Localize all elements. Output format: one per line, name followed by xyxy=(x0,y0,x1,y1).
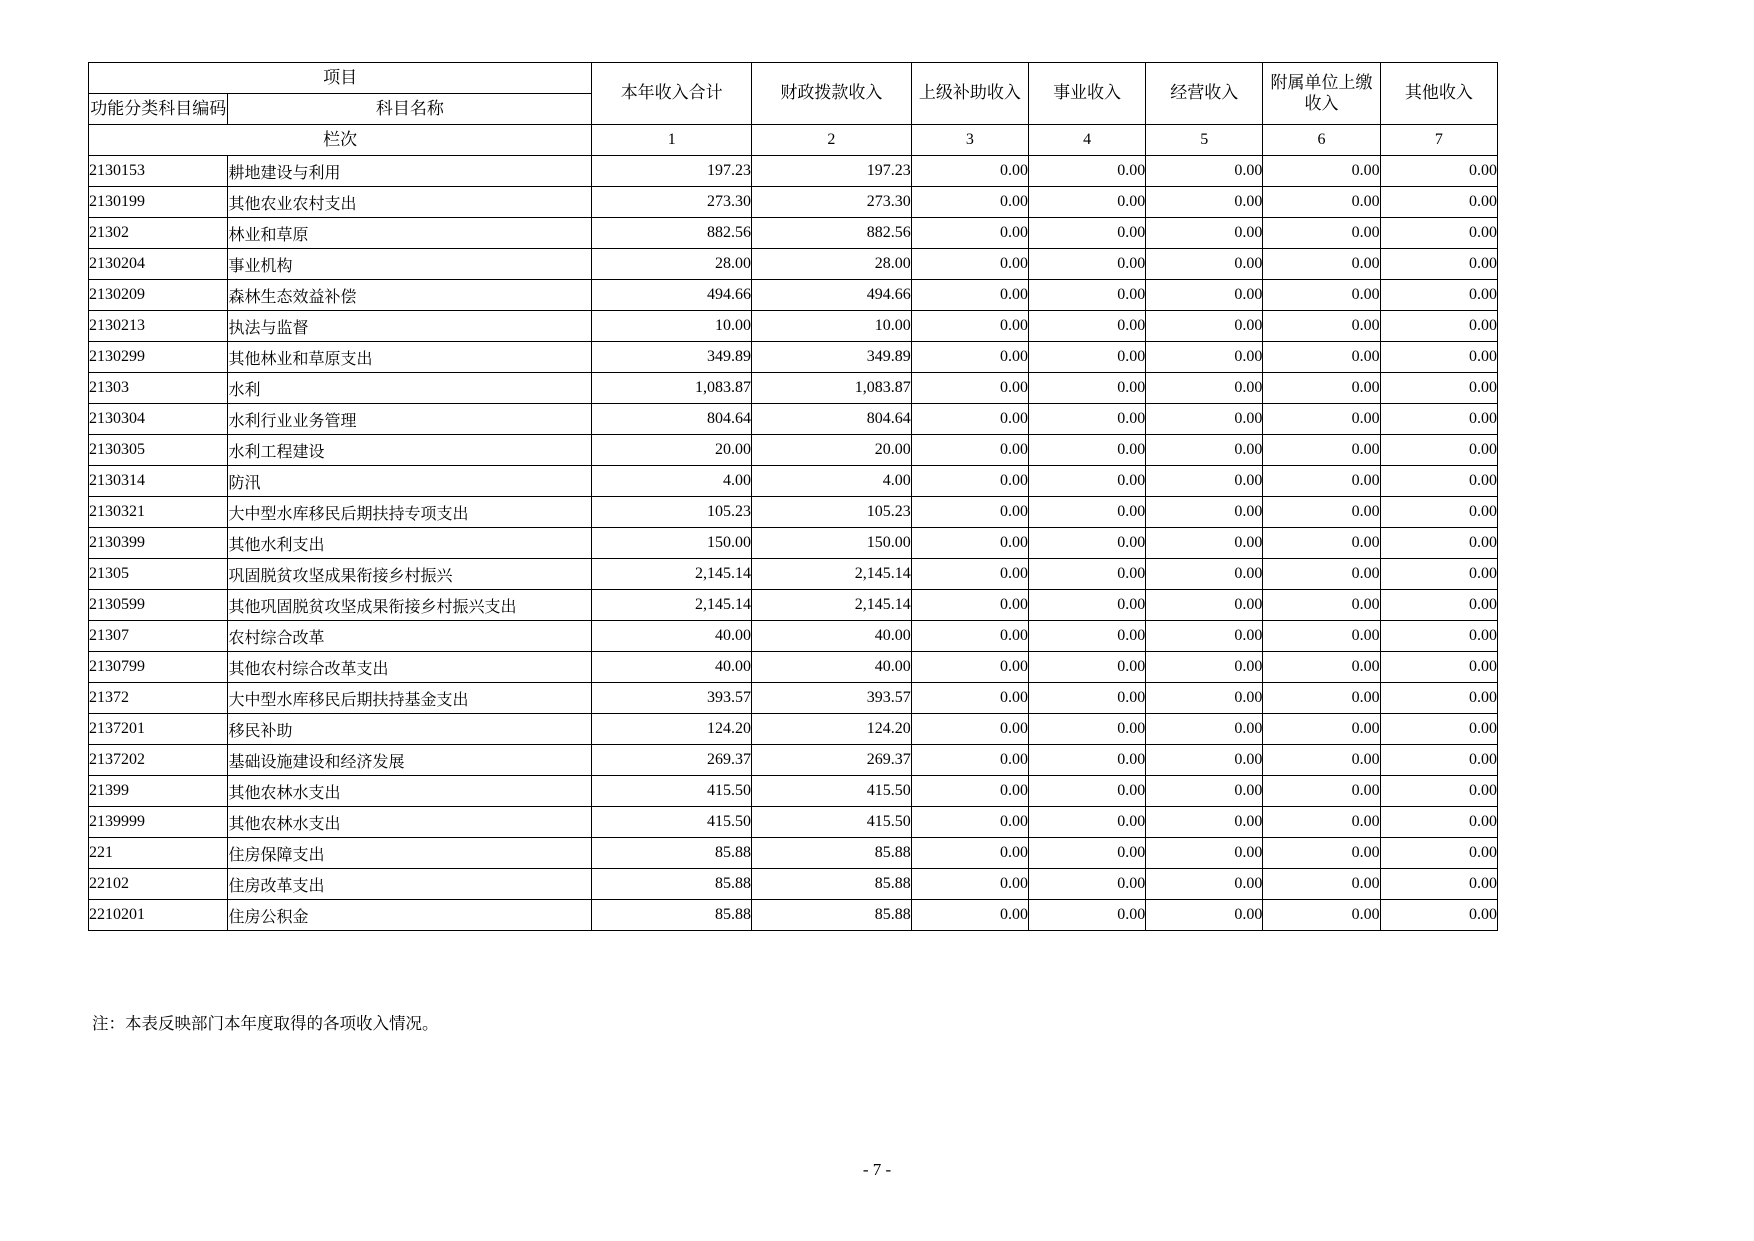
cell-superior-subsidy: 0.00 xyxy=(911,156,1028,187)
cell-operating-institution: 0.00 xyxy=(1028,869,1145,900)
cell-name: 其他林业和草原支出 xyxy=(228,342,592,373)
cell-operating-institution: 0.00 xyxy=(1028,900,1145,931)
cell-superior-subsidy: 0.00 xyxy=(911,280,1028,311)
cell-operating-institution: 0.00 xyxy=(1028,590,1145,621)
table-row xyxy=(89,497,1498,528)
cell-fiscal: 197.23 xyxy=(752,156,912,187)
column-index-7: 7 xyxy=(1380,125,1497,156)
cell-code: 21302 xyxy=(89,218,228,249)
cell-operating-institution: 0.00 xyxy=(1028,559,1145,590)
cell-superior-subsidy: 0.00 xyxy=(911,683,1028,714)
cell-operating-institution: 0.00 xyxy=(1028,807,1145,838)
cell-total: 85.88 xyxy=(592,838,752,869)
cell-subordinate: 0.00 xyxy=(1263,745,1380,776)
cell-subordinate: 0.00 xyxy=(1263,683,1380,714)
cell-superior-subsidy: 0.00 xyxy=(911,745,1028,776)
cell-total: 269.37 xyxy=(592,745,752,776)
cell-subordinate: 0.00 xyxy=(1263,900,1380,931)
cell-fiscal: 2,145.14 xyxy=(752,559,912,590)
cell-subordinate: 0.00 xyxy=(1263,311,1380,342)
cell-superior-subsidy: 0.00 xyxy=(911,621,1028,652)
cell-fiscal: 150.00 xyxy=(752,528,912,559)
cell-code: 2130321 xyxy=(89,497,228,528)
table-row xyxy=(89,838,1498,869)
cell-business: 0.00 xyxy=(1146,218,1263,249)
cell-business: 0.00 xyxy=(1146,249,1263,280)
cell-superior-subsidy: 0.00 xyxy=(911,249,1028,280)
cell-fiscal: 40.00 xyxy=(752,621,912,652)
cell-fiscal: 10.00 xyxy=(752,311,912,342)
cell-other: 0.00 xyxy=(1380,497,1497,528)
cell-name: 其他农林水支出 xyxy=(228,807,592,838)
cell-superior-subsidy: 0.00 xyxy=(911,776,1028,807)
cell-subordinate: 0.00 xyxy=(1263,497,1380,528)
cell-superior-subsidy: 0.00 xyxy=(911,497,1028,528)
cell-name: 事业机构 xyxy=(228,249,592,280)
cell-business: 0.00 xyxy=(1146,466,1263,497)
cell-business: 0.00 xyxy=(1146,776,1263,807)
cell-code: 2130213 xyxy=(89,311,228,342)
column-index-3: 3 xyxy=(911,125,1028,156)
cell-name: 住房改革支出 xyxy=(228,869,592,900)
cell-name: 其他巩固脱贫攻坚成果衔接乡村振兴支出 xyxy=(228,590,592,621)
cell-code: 22102 xyxy=(89,869,228,900)
cell-fiscal: 349.89 xyxy=(752,342,912,373)
cell-code: 2130299 xyxy=(89,342,228,373)
cell-operating-institution: 0.00 xyxy=(1028,621,1145,652)
header-col-功能分类科目编码: 功能分类科目编码 xyxy=(89,94,228,125)
cell-subordinate: 0.00 xyxy=(1263,342,1380,373)
header-row-index xyxy=(89,125,1498,156)
cell-subordinate: 0.00 xyxy=(1263,218,1380,249)
cell-operating-institution: 0.00 xyxy=(1028,404,1145,435)
cell-business: 0.00 xyxy=(1146,342,1263,373)
cell-fiscal: 20.00 xyxy=(752,435,912,466)
cell-code: 2130305 xyxy=(89,435,228,466)
cell-code: 2137201 xyxy=(89,714,228,745)
cell-total: 804.64 xyxy=(592,404,752,435)
cell-other: 0.00 xyxy=(1380,249,1497,280)
cell-fiscal: 415.50 xyxy=(752,807,912,838)
cell-operating-institution: 0.00 xyxy=(1028,435,1145,466)
cell-other: 0.00 xyxy=(1380,683,1497,714)
header-栏次: 栏次 xyxy=(89,125,592,156)
cell-total: 124.20 xyxy=(592,714,752,745)
header-col-本年收入合计: 本年收入合计 xyxy=(592,63,752,125)
cell-other: 0.00 xyxy=(1380,559,1497,590)
column-index-4: 4 xyxy=(1028,125,1145,156)
cell-superior-subsidy: 0.00 xyxy=(911,466,1028,497)
cell-business: 0.00 xyxy=(1146,435,1263,466)
cell-other: 0.00 xyxy=(1380,528,1497,559)
cell-business: 0.00 xyxy=(1146,156,1263,187)
cell-name: 大中型水库移民后期扶持基金支出 xyxy=(228,683,592,714)
cell-code: 21305 xyxy=(89,559,228,590)
cell-superior-subsidy: 0.00 xyxy=(911,590,1028,621)
cell-operating-institution: 0.00 xyxy=(1028,280,1145,311)
cell-fiscal: 124.20 xyxy=(752,714,912,745)
column-index-1: 1 xyxy=(592,125,752,156)
cell-total: 2,145.14 xyxy=(592,559,752,590)
cell-total: 197.23 xyxy=(592,156,752,187)
cell-name: 执法与监督 xyxy=(228,311,592,342)
cell-code: 2130399 xyxy=(89,528,228,559)
cell-other: 0.00 xyxy=(1380,900,1497,931)
cell-code: 2137202 xyxy=(89,745,228,776)
cell-subordinate: 0.00 xyxy=(1263,466,1380,497)
cell-name: 其他水利支出 xyxy=(228,528,592,559)
cell-name: 巩固脱贫攻坚成果衔接乡村振兴 xyxy=(228,559,592,590)
cell-other: 0.00 xyxy=(1380,156,1497,187)
cell-fiscal: 269.37 xyxy=(752,745,912,776)
header-col-经营收入: 经营收入 xyxy=(1146,63,1263,125)
cell-subordinate: 0.00 xyxy=(1263,559,1380,590)
table-row xyxy=(89,900,1498,931)
cell-fiscal: 804.64 xyxy=(752,404,912,435)
cell-operating-institution: 0.00 xyxy=(1028,156,1145,187)
table-row xyxy=(89,342,1498,373)
cell-other: 0.00 xyxy=(1380,838,1497,869)
cell-business: 0.00 xyxy=(1146,311,1263,342)
table-row xyxy=(89,714,1498,745)
cell-other: 0.00 xyxy=(1380,218,1497,249)
cell-code: 21399 xyxy=(89,776,228,807)
cell-code: 2130599 xyxy=(89,590,228,621)
table-row xyxy=(89,187,1498,218)
cell-operating-institution: 0.00 xyxy=(1028,652,1145,683)
cell-total: 40.00 xyxy=(592,652,752,683)
table-row xyxy=(89,745,1498,776)
cell-total: 40.00 xyxy=(592,621,752,652)
cell-superior-subsidy: 0.00 xyxy=(911,838,1028,869)
cell-total: 4.00 xyxy=(592,466,752,497)
cell-other: 0.00 xyxy=(1380,652,1497,683)
cell-fiscal: 28.00 xyxy=(752,249,912,280)
cell-total: 349.89 xyxy=(592,342,752,373)
cell-business: 0.00 xyxy=(1146,745,1263,776)
cell-superior-subsidy: 0.00 xyxy=(911,342,1028,373)
cell-name: 移民补助 xyxy=(228,714,592,745)
cell-business: 0.00 xyxy=(1146,590,1263,621)
cell-business: 0.00 xyxy=(1146,497,1263,528)
cell-name: 住房保障支出 xyxy=(228,838,592,869)
header-col-上级补助收入: 上级补助收入 xyxy=(911,63,1028,125)
cell-business: 0.00 xyxy=(1146,714,1263,745)
cell-other: 0.00 xyxy=(1380,621,1497,652)
header-col-附属单位上缴收入: 附属单位上缴收入 xyxy=(1263,63,1380,125)
cell-code: 21307 xyxy=(89,621,228,652)
cell-subordinate: 0.00 xyxy=(1263,807,1380,838)
table-body xyxy=(89,156,1498,931)
cell-code: 2130799 xyxy=(89,652,228,683)
page-number: - 7 - xyxy=(862,1160,892,1179)
table-row xyxy=(89,807,1498,838)
table-note: 注：本表反映部门本年度取得的各项收入情况。 xyxy=(92,1014,439,1033)
cell-total: 415.50 xyxy=(592,807,752,838)
cell-fiscal: 105.23 xyxy=(752,497,912,528)
cell-superior-subsidy: 0.00 xyxy=(911,373,1028,404)
table-row xyxy=(89,156,1498,187)
table-row xyxy=(89,218,1498,249)
cell-name: 森林生态效益补偿 xyxy=(228,280,592,311)
table-row xyxy=(89,528,1498,559)
cell-code: 2210201 xyxy=(89,900,228,931)
cell-subordinate: 0.00 xyxy=(1263,280,1380,311)
cell-fiscal: 85.88 xyxy=(752,869,912,900)
cell-fiscal: 393.57 xyxy=(752,683,912,714)
cell-business: 0.00 xyxy=(1146,652,1263,683)
cell-name: 其他农林水支出 xyxy=(228,776,592,807)
cell-operating-institution: 0.00 xyxy=(1028,497,1145,528)
cell-operating-institution: 0.00 xyxy=(1028,528,1145,559)
cell-subordinate: 0.00 xyxy=(1263,714,1380,745)
header-col-事业收入: 事业收入 xyxy=(1028,63,1145,125)
cell-fiscal: 415.50 xyxy=(752,776,912,807)
cell-total: 273.30 xyxy=(592,187,752,218)
cell-other: 0.00 xyxy=(1380,466,1497,497)
cell-total: 2,145.14 xyxy=(592,590,752,621)
cell-subordinate: 0.00 xyxy=(1263,621,1380,652)
cell-total: 20.00 xyxy=(592,435,752,466)
table-row xyxy=(89,559,1498,590)
cell-code: 2130153 xyxy=(89,156,228,187)
cell-superior-subsidy: 0.00 xyxy=(911,807,1028,838)
cell-other: 0.00 xyxy=(1380,745,1497,776)
cell-name: 防汛 xyxy=(228,466,592,497)
cell-subordinate: 0.00 xyxy=(1263,187,1380,218)
cell-total: 150.00 xyxy=(592,528,752,559)
cell-other: 0.00 xyxy=(1380,311,1497,342)
header-group-项目: 项目 xyxy=(89,63,592,94)
cell-superior-subsidy: 0.00 xyxy=(911,559,1028,590)
cell-name: 其他农业农村支出 xyxy=(228,187,592,218)
table-row xyxy=(89,280,1498,311)
table-row xyxy=(89,466,1498,497)
cell-business: 0.00 xyxy=(1146,404,1263,435)
cell-business: 0.00 xyxy=(1146,900,1263,931)
cell-superior-subsidy: 0.00 xyxy=(911,869,1028,900)
cell-name: 水利行业业务管理 xyxy=(228,404,592,435)
cell-business: 0.00 xyxy=(1146,187,1263,218)
cell-code: 2139999 xyxy=(89,807,228,838)
cell-total: 882.56 xyxy=(592,218,752,249)
cell-name: 林业和草原 xyxy=(228,218,592,249)
cell-code: 221 xyxy=(89,838,228,869)
cell-business: 0.00 xyxy=(1146,559,1263,590)
cell-subordinate: 0.00 xyxy=(1263,869,1380,900)
cell-business: 0.00 xyxy=(1146,280,1263,311)
income-table xyxy=(88,62,1498,931)
cell-other: 0.00 xyxy=(1380,280,1497,311)
cell-fiscal: 40.00 xyxy=(752,652,912,683)
table-row xyxy=(89,373,1498,404)
cell-superior-subsidy: 0.00 xyxy=(911,311,1028,342)
cell-business: 0.00 xyxy=(1146,373,1263,404)
column-index-2: 2 xyxy=(752,125,912,156)
cell-superior-subsidy: 0.00 xyxy=(911,714,1028,745)
cell-operating-institution: 0.00 xyxy=(1028,776,1145,807)
cell-code: 2130199 xyxy=(89,187,228,218)
table-row xyxy=(89,249,1498,280)
cell-subordinate: 0.00 xyxy=(1263,590,1380,621)
cell-other: 0.00 xyxy=(1380,590,1497,621)
cell-name: 农村综合改革 xyxy=(228,621,592,652)
cell-other: 0.00 xyxy=(1380,342,1497,373)
cell-total: 494.66 xyxy=(592,280,752,311)
cell-subordinate: 0.00 xyxy=(1263,435,1380,466)
cell-other: 0.00 xyxy=(1380,776,1497,807)
cell-name: 水利工程建设 xyxy=(228,435,592,466)
table-row xyxy=(89,621,1498,652)
cell-other: 0.00 xyxy=(1380,373,1497,404)
cell-total: 85.88 xyxy=(592,900,752,931)
cell-subordinate: 0.00 xyxy=(1263,156,1380,187)
cell-subordinate: 0.00 xyxy=(1263,838,1380,869)
cell-code: 21372 xyxy=(89,683,228,714)
cell-subordinate: 0.00 xyxy=(1263,528,1380,559)
cell-total: 415.50 xyxy=(592,776,752,807)
cell-business: 0.00 xyxy=(1146,528,1263,559)
header-col-其他收入: 其他收入 xyxy=(1380,63,1497,125)
cell-business: 0.00 xyxy=(1146,807,1263,838)
cell-fiscal: 85.88 xyxy=(752,900,912,931)
cell-superior-subsidy: 0.00 xyxy=(911,435,1028,466)
cell-superior-subsidy: 0.00 xyxy=(911,187,1028,218)
cell-code: 2130204 xyxy=(89,249,228,280)
cell-fiscal: 2,145.14 xyxy=(752,590,912,621)
cell-other: 0.00 xyxy=(1380,187,1497,218)
column-index-5: 5 xyxy=(1146,125,1263,156)
cell-superior-subsidy: 0.00 xyxy=(911,652,1028,683)
table-row xyxy=(89,435,1498,466)
table-row xyxy=(89,776,1498,807)
cell-subordinate: 0.00 xyxy=(1263,249,1380,280)
cell-name: 大中型水库移民后期扶持专项支出 xyxy=(228,497,592,528)
header-row-group xyxy=(89,63,1498,94)
cell-business: 0.00 xyxy=(1146,838,1263,869)
cell-fiscal: 494.66 xyxy=(752,280,912,311)
cell-name: 水利 xyxy=(228,373,592,404)
cell-operating-institution: 0.00 xyxy=(1028,311,1145,342)
income-table-container xyxy=(88,62,1498,931)
cell-fiscal: 882.56 xyxy=(752,218,912,249)
cell-fiscal: 85.88 xyxy=(752,838,912,869)
cell-name: 其他农村综合改革支出 xyxy=(228,652,592,683)
cell-subordinate: 0.00 xyxy=(1263,652,1380,683)
cell-operating-institution: 0.00 xyxy=(1028,745,1145,776)
cell-other: 0.00 xyxy=(1380,869,1497,900)
cell-other: 0.00 xyxy=(1380,404,1497,435)
cell-fiscal: 1,083.87 xyxy=(752,373,912,404)
header-col-财政拨款收入: 财政拨款收入 xyxy=(752,63,912,125)
table-row xyxy=(89,590,1498,621)
cell-name: 耕地建设与利用 xyxy=(228,156,592,187)
cell-superior-subsidy: 0.00 xyxy=(911,404,1028,435)
cell-fiscal: 273.30 xyxy=(752,187,912,218)
column-index-6: 6 xyxy=(1263,125,1380,156)
cell-code: 21303 xyxy=(89,373,228,404)
cell-operating-institution: 0.00 xyxy=(1028,373,1145,404)
cell-business: 0.00 xyxy=(1146,683,1263,714)
cell-operating-institution: 0.00 xyxy=(1028,187,1145,218)
cell-superior-subsidy: 0.00 xyxy=(911,900,1028,931)
cell-operating-institution: 0.00 xyxy=(1028,838,1145,869)
cell-total: 393.57 xyxy=(592,683,752,714)
cell-code: 2130304 xyxy=(89,404,228,435)
cell-operating-institution: 0.00 xyxy=(1028,249,1145,280)
cell-operating-institution: 0.00 xyxy=(1028,466,1145,497)
cell-subordinate: 0.00 xyxy=(1263,373,1380,404)
cell-name: 住房公积金 xyxy=(228,900,592,931)
cell-superior-subsidy: 0.00 xyxy=(911,218,1028,249)
cell-total: 1,083.87 xyxy=(592,373,752,404)
cell-other: 0.00 xyxy=(1380,435,1497,466)
cell-business: 0.00 xyxy=(1146,869,1263,900)
cell-total: 105.23 xyxy=(592,497,752,528)
cell-operating-institution: 0.00 xyxy=(1028,218,1145,249)
cell-operating-institution: 0.00 xyxy=(1028,683,1145,714)
cell-code: 2130314 xyxy=(89,466,228,497)
table-row xyxy=(89,652,1498,683)
cell-name: 基础设施建设和经济发展 xyxy=(228,745,592,776)
table-row xyxy=(89,683,1498,714)
cell-fiscal: 4.00 xyxy=(752,466,912,497)
header-col-科目名称: 科目名称 xyxy=(228,94,592,125)
cell-other: 0.00 xyxy=(1380,714,1497,745)
cell-other: 0.00 xyxy=(1380,807,1497,838)
table-row xyxy=(89,404,1498,435)
cell-subordinate: 0.00 xyxy=(1263,776,1380,807)
cell-total: 28.00 xyxy=(592,249,752,280)
cell-operating-institution: 0.00 xyxy=(1028,714,1145,745)
table-row xyxy=(89,311,1498,342)
cell-total: 85.88 xyxy=(592,869,752,900)
table-row xyxy=(89,869,1498,900)
cell-superior-subsidy: 0.00 xyxy=(911,528,1028,559)
cell-total: 10.00 xyxy=(592,311,752,342)
table-header xyxy=(89,63,1498,156)
cell-business: 0.00 xyxy=(1146,621,1263,652)
cell-code: 2130209 xyxy=(89,280,228,311)
cell-subordinate: 0.00 xyxy=(1263,404,1380,435)
cell-operating-institution: 0.00 xyxy=(1028,342,1145,373)
